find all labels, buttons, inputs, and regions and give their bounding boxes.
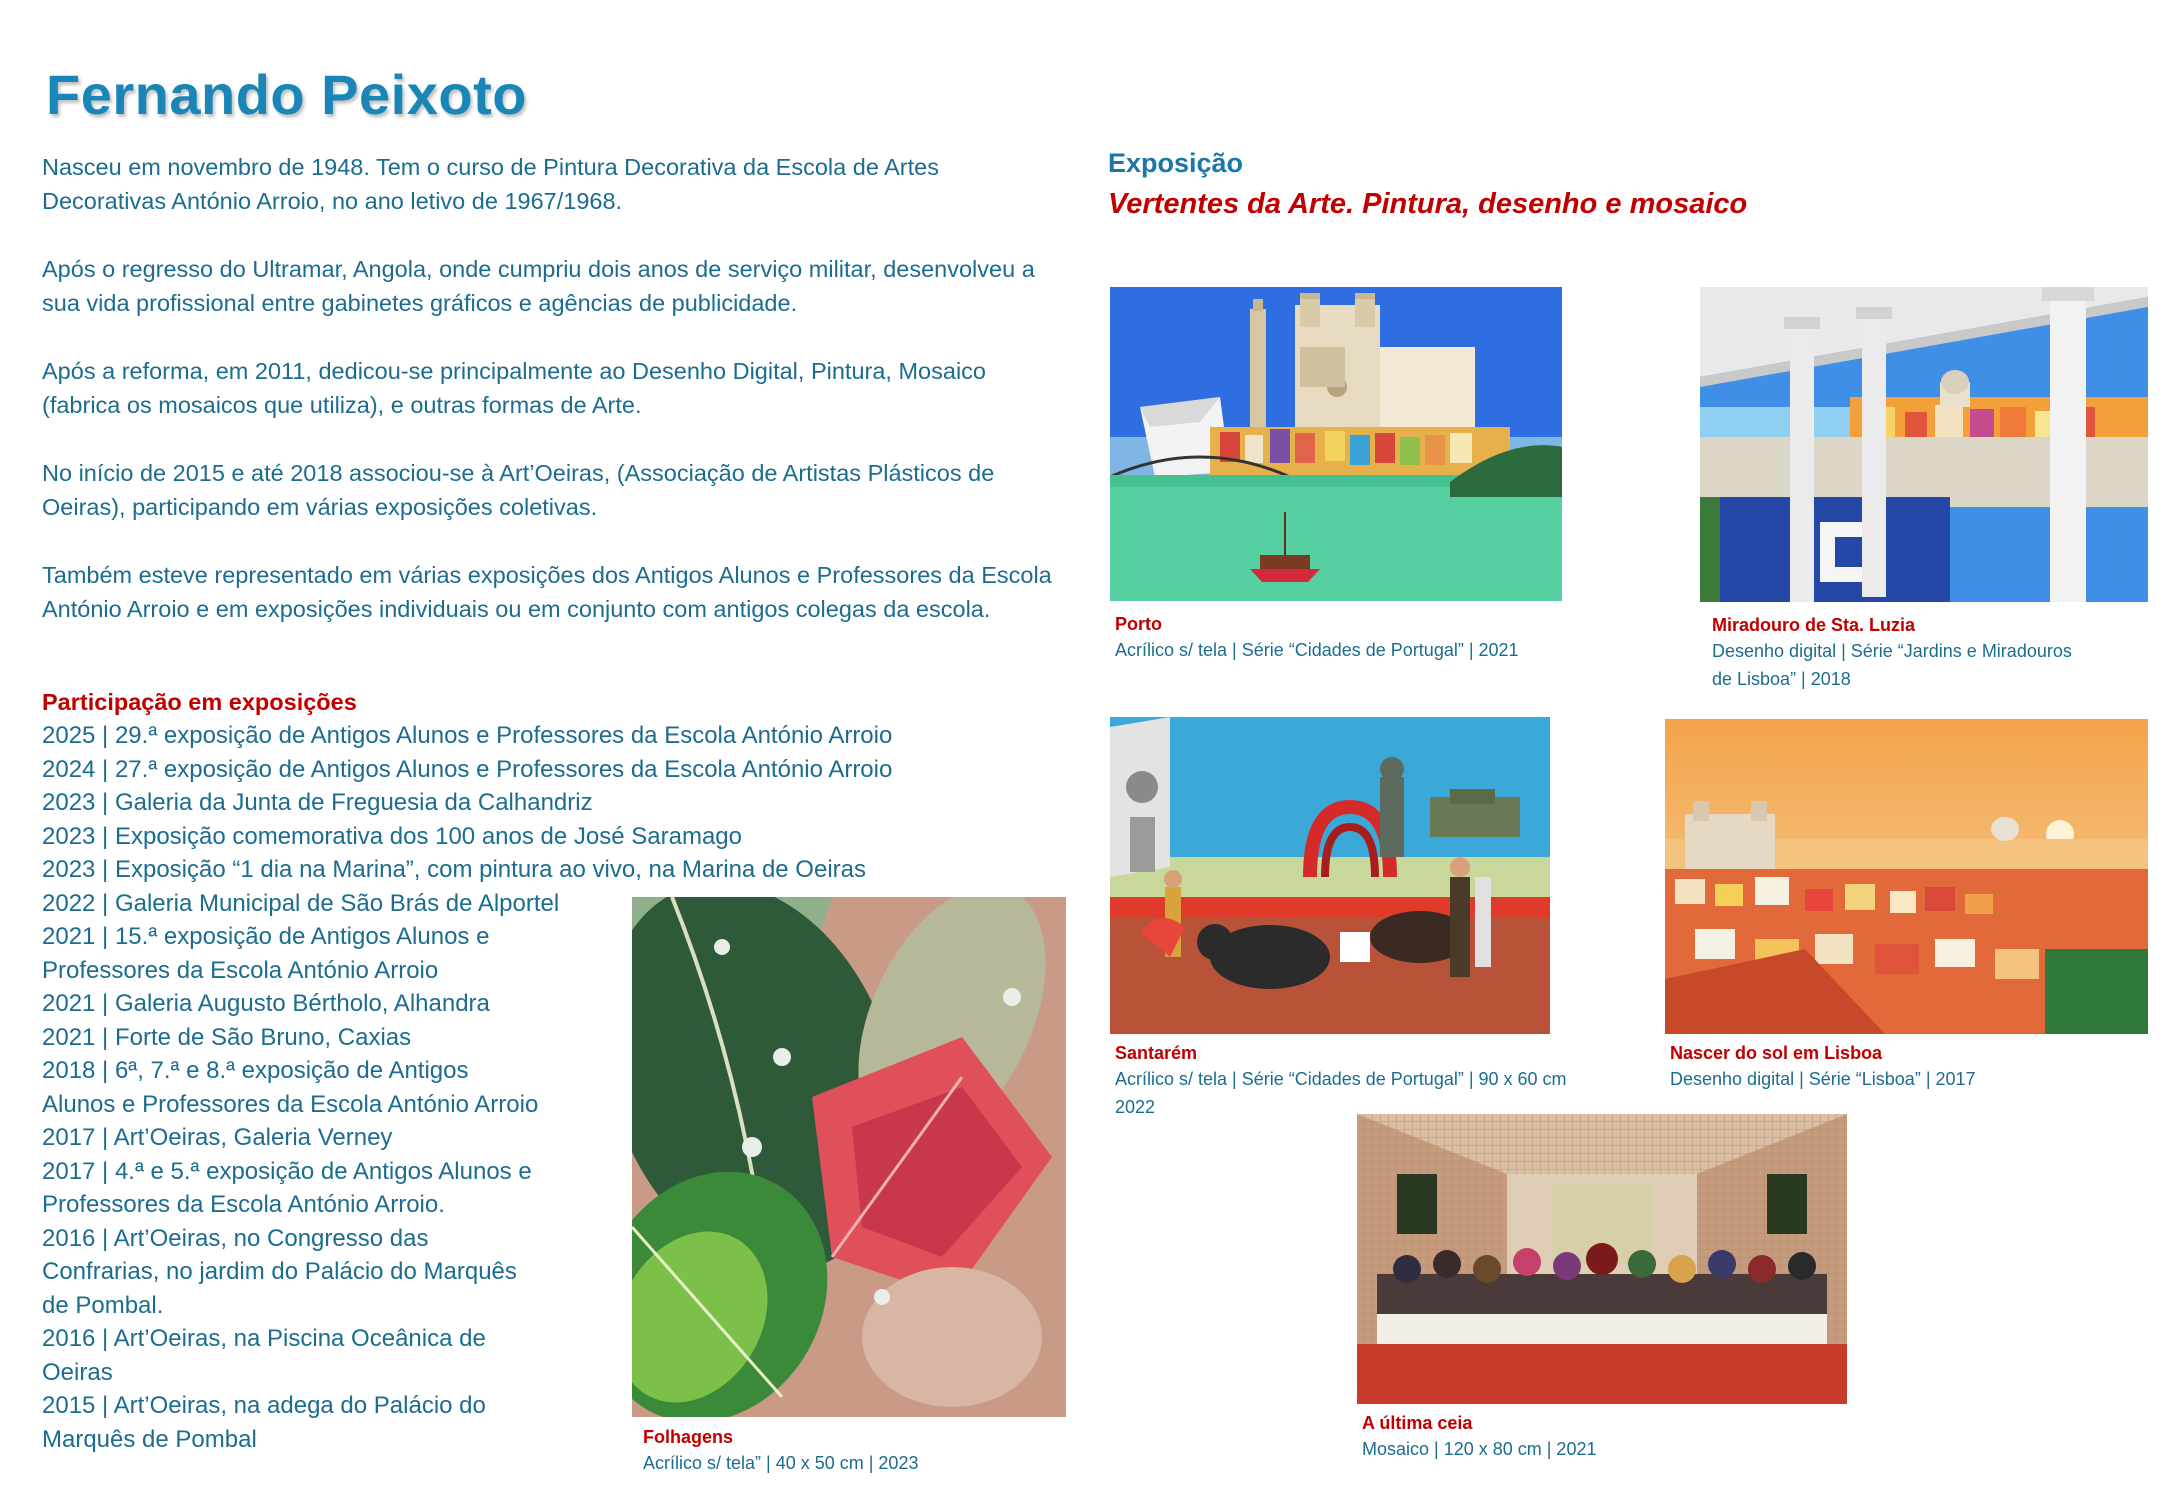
artwork-folhagens-image (632, 897, 1066, 1417)
exhibition-item: 2016 | Art’Oeiras, no Congresso das (42, 1224, 429, 1252)
exposicao-label: Exposição (1108, 148, 1244, 178)
exhibition-item: Alunos e Professores da Escola António Arroio (42, 1090, 539, 1118)
exhibition-item: 2021 | Galeria Augusto Bértholo, Alhandra (42, 990, 490, 1017)
artwork-desc-line: Acrílico s/ tela” | 40 x 50 cm | 2023 (643, 1453, 919, 1473)
exhibition-item: 2023 | Galeria da Junta de Freguesia da Calhandriz (42, 789, 593, 816)
exhibition-item: Oeiras (42, 1358, 113, 1386)
exhibition-item: 2016 | Art’Oeiras, na Piscina Oceânica de (42, 1325, 486, 1352)
bio-paragraph: Nasceu em novembro de 1948. Tem o curso de Pintura Decorativa da Escola de Artes Decorativas António Arroio, no ano letivo de 1967/1968. (42, 154, 939, 214)
bio-paragraph: Após o regresso do Ultramar, Angola, onde cumpriu dois anos de serviço militar, desenvolveu a sua vida profissional entre gabinetes gráficos e agências de publicidade. (42, 256, 1035, 316)
exhibition-item: 2017 | 4.ª e 5.ª exposição de Antigos Alunos e (42, 1157, 532, 1185)
bio-paragraph: No início de 2015 e até 2018 associou-se à Art’Oeiras, (Associação de Artistas Plásticos de Oeiras), participando em várias exposições coletivas. (42, 460, 995, 520)
artwork-porto-title: Porto (1115, 614, 1162, 634)
artwork-miradouro-desc (1712, 637, 2072, 693)
artwork-folhagens-title: Folhagens (643, 1427, 734, 1447)
exhibition-item: Professores da Escola António Arroio. (42, 1191, 445, 1218)
artwork-desc-line: Acrílico s/ tela | Série “Cidades de Portugal” | 90 x 60 cm (1115, 1069, 1567, 1089)
artwork-desc-line: de Lisboa” | 2018 (1712, 669, 1851, 689)
exhibitions-heading: Participação em exposições (42, 689, 357, 715)
exhibition-item: 2018 | 6ª, 7.ª e 8.ª exposição de Antigos (42, 1057, 469, 1084)
artwork-santarem-image (1110, 717, 1550, 1034)
exhibition-item: 2023 | Exposição “1 dia na Marina”, com pintura ao vivo, na Marina de Oeiras (42, 856, 866, 883)
exhibition-item: Professores da Escola António Arroio (42, 956, 439, 984)
artwork-lisboa-title: Nascer do sol em Lisboa (1670, 1043, 1883, 1063)
artwork-lisboa-image (1665, 719, 2148, 1034)
artwork-desc-line: Desenho digital | Série “Lisboa” | 2017 (1670, 1069, 1976, 1089)
artwork-ceia-image (1357, 1114, 1847, 1404)
bio-paragraph: Também esteve representado em várias exposições dos Antigos Alunos e Professores da Escola António Arroio e em exposições individuais ou em conjunto com antigos colegas da escola. (42, 562, 1052, 622)
artwork-porto-desc (1115, 636, 1519, 664)
biography (42, 150, 1052, 660)
artist-name: Fernando Peixoto (46, 63, 527, 126)
artwork-miradouro-image (1700, 287, 2148, 602)
artwork-santarem-desc (1115, 1065, 1567, 1121)
exhibition-item: 2021 | Forte de São Bruno, Caxias (42, 1023, 412, 1051)
exhibition-item: 2021 | 15.ª exposição de Antigos Alunos e (42, 923, 490, 950)
exhibition-item: Marquês de Pombal (42, 1425, 257, 1453)
exposicao-title: Vertentes da Arte. Pintura, desenho e mosaico (1108, 188, 1748, 220)
artwork-ceia-title: A última ceia (1362, 1413, 1473, 1433)
artwork-ceia-desc (1362, 1435, 1596, 1463)
artwork-porto-image (1110, 287, 1562, 601)
exhibition-item: 2015 | Art’Oeiras, na adega do Palácio do (42, 1392, 486, 1419)
artwork-desc-line: Mosaico | 120 x 80 cm | 2021 (1362, 1439, 1597, 1459)
artwork-folhagens-desc (643, 1449, 918, 1477)
exhibition-item: 2025 | 29.ª exposição de Antigos Alunos e Professores da Escola António Arroio (42, 722, 893, 749)
artwork-desc-line: Acrílico s/ tela | Série “Cidades de Portugal” | 2021 (1115, 640, 1519, 660)
exhibition-item: 2022 | Galeria Municipal de São Brás de Alportel (42, 889, 560, 917)
artwork-desc-line: 2022 (1115, 1097, 1156, 1117)
artwork-santarem-title: Santarém (1115, 1043, 1198, 1063)
exhibition-item: de Pombal. (42, 1291, 164, 1319)
exhibition-item: Confrarias, no jardim do Palácio do Marquês (42, 1258, 517, 1285)
exhibition-item: 2023 | Exposição comemorativa dos 100 anos de José Saramago (42, 822, 742, 850)
artwork-lisboa-desc (1670, 1065, 1976, 1093)
artwork-miradouro-title: Miradouro de Sta. Luzia (1712, 615, 1916, 635)
bio-paragraph: Após a reforma, em 2011, dedicou-se principalmente ao Desenho Digital, Pintura, Mosaico (fabrica os mosaicos que utiliza), e outras formas de Arte. (42, 358, 986, 418)
exhibition-item: 2017 | Art’Oeiras, Galeria Verney (42, 1124, 393, 1151)
exhibition-item: 2024 | 27.ª exposição de Antigos Alunos e Professores da Escola António Arroio (42, 755, 893, 783)
artwork-desc-line: Desenho digital | Série “Jardins e Miradouros (1712, 641, 2072, 661)
